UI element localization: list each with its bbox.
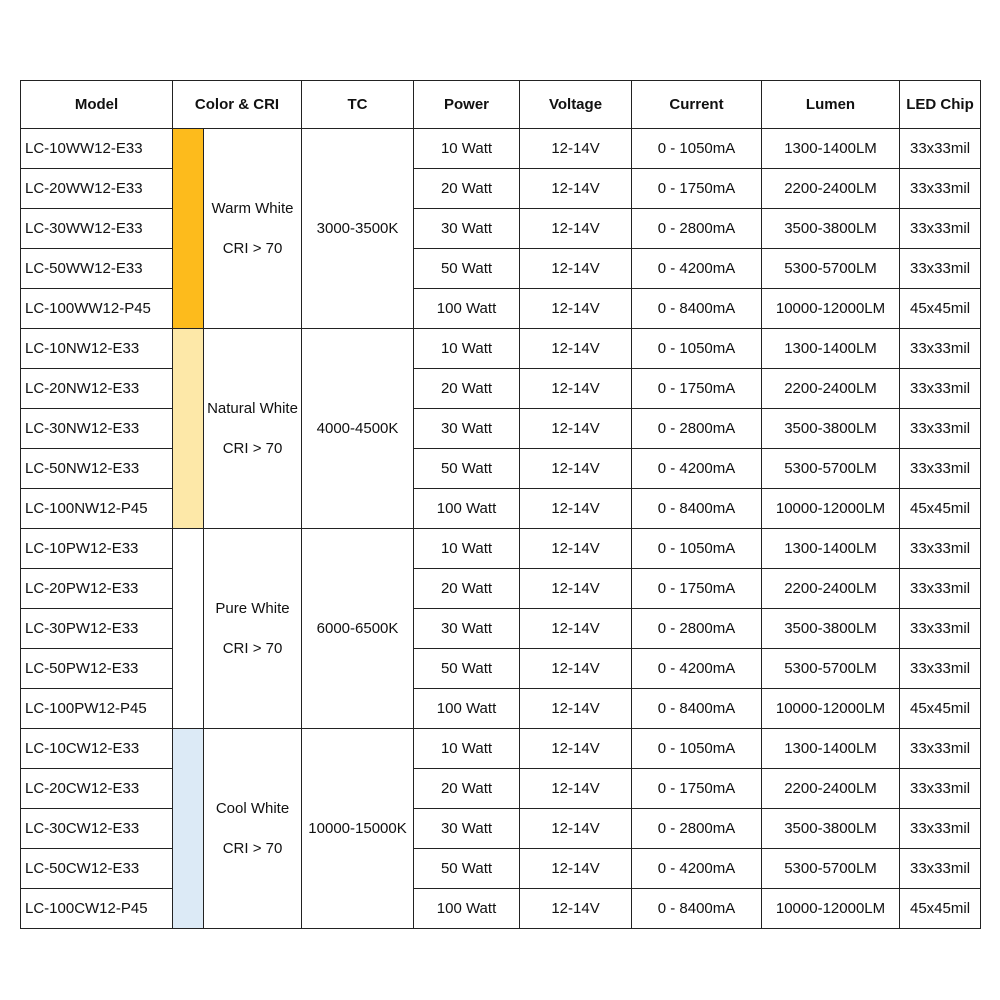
model-cell: LC-30PW12-E33 [21,609,173,649]
current-cell: 0 - 4200mA [632,449,762,489]
voltage-cell: 12-14V [520,289,632,329]
led-chip-cell: 33x33mil [900,249,981,289]
table-row [21,169,981,209]
led-chip-cell: 33x33mil [900,849,981,889]
model-cell: LC-20PW12-E33 [21,569,173,609]
power-cell: 50 Watt [414,249,520,289]
led-chip-cell: 33x33mil [900,449,981,489]
model-cell: LC-10CW12-E33 [21,729,173,769]
led-chip-cell: 45x45mil [900,489,981,529]
header-power: Power [414,81,520,129]
header-voltage: Voltage [520,81,632,129]
current-cell: 0 - 1050mA [632,129,762,169]
led-chip-cell: 33x33mil [900,129,981,169]
current-cell: 0 - 1750mA [632,569,762,609]
header-tc: TC [302,81,414,129]
power-cell: 20 Watt [414,569,520,609]
voltage-cell: 12-14V [520,849,632,889]
table-row [21,489,981,529]
current-cell: 0 - 1750mA [632,769,762,809]
header-current: Current [632,81,762,129]
power-cell: 30 Watt [414,409,520,449]
lumen-cell: 10000-12000LM [762,289,900,329]
voltage-cell: 12-14V [520,569,632,609]
current-cell: 0 - 4200mA [632,649,762,689]
model-cell: LC-30WW12-E33 [21,209,173,249]
power-cell: 10 Watt [414,329,520,369]
voltage-cell: 12-14V [520,889,632,929]
lumen-cell: 10000-12000LM [762,689,900,729]
model-cell: LC-10WW12-E33 [21,129,173,169]
table-row [21,569,981,609]
color-cri-cell [204,329,302,529]
current-cell: 0 - 1050mA [632,529,762,569]
lumen-cell: 2200-2400LM [762,169,900,209]
model-cell: LC-20NW12-E33 [21,369,173,409]
voltage-cell: 12-14V [520,169,632,209]
cri-value: CRI > 70 [222,439,283,457]
voltage-cell: 12-14V [520,409,632,449]
voltage-cell: 12-14V [520,769,632,809]
voltage-cell: 12-14V [520,369,632,409]
current-cell: 0 - 8400mA [632,689,762,729]
led-chip-cell: 33x33mil [900,569,981,609]
table-row [21,409,981,449]
power-cell: 30 Watt [414,209,520,249]
voltage-cell: 12-14V [520,649,632,689]
current-cell: 0 - 2800mA [632,809,762,849]
model-cell: LC-100WW12-P45 [21,289,173,329]
lumen-cell: 2200-2400LM [762,569,900,609]
voltage-cell: 12-14V [520,129,632,169]
header-lumen: Lumen [762,81,900,129]
power-cell: 100 Watt [414,889,520,929]
color-swatch [173,729,204,929]
current-cell: 0 - 2800mA [632,209,762,249]
lumen-cell: 3500-3800LM [762,809,900,849]
power-cell: 30 Watt [414,609,520,649]
voltage-cell: 12-14V [520,489,632,529]
power-cell: 10 Watt [414,129,520,169]
power-cell: 50 Watt [414,849,520,889]
current-cell: 0 - 1050mA [632,329,762,369]
lumen-cell: 1300-1400LM [762,129,900,169]
tc-cell: 4000-4500K [302,329,414,529]
cri-value: CRI > 70 [222,639,283,657]
voltage-cell: 12-14V [520,689,632,729]
led-chip-cell: 33x33mil [900,329,981,369]
led-chip-cell: 33x33mil [900,529,981,569]
table-row [21,369,981,409]
led-chip-cell: 33x33mil [900,649,981,689]
power-cell: 20 Watt [414,769,520,809]
voltage-cell: 12-14V [520,609,632,649]
lumen-cell: 2200-2400LM [762,369,900,409]
voltage-cell: 12-14V [520,729,632,769]
header-row [21,81,981,129]
table-row [21,529,981,569]
header-color-cri: Color & CRI [173,81,302,129]
current-cell: 0 - 2800mA [632,409,762,449]
tc-cell: 6000-6500K [302,529,414,729]
color-name: Warm White [211,199,294,217]
led-chip-cell: 33x33mil [900,769,981,809]
led-chip-cell: 45x45mil [900,889,981,929]
color-name: Cool White [215,799,290,817]
power-cell: 30 Watt [414,809,520,849]
header-model: Model [21,81,173,129]
table-row [21,449,981,489]
lumen-cell: 3500-3800LM [762,409,900,449]
table-row [21,689,981,729]
table-row [21,769,981,809]
lumen-cell: 3500-3800LM [762,609,900,649]
color-cri-cell [204,729,302,929]
color-swatch [173,529,204,729]
voltage-cell: 12-14V [520,809,632,849]
current-cell: 0 - 4200mA [632,249,762,289]
current-cell: 0 - 1050mA [632,729,762,769]
lumen-cell: 3500-3800LM [762,209,900,249]
lumen-cell: 1300-1400LM [762,329,900,369]
model-cell: LC-100PW12-P45 [21,689,173,729]
table-row [21,649,981,689]
header-led-chip: LED Chip [900,81,981,129]
power-cell: 50 Watt [414,649,520,689]
lumen-cell: 10000-12000LM [762,889,900,929]
table-row [21,249,981,289]
model-cell: LC-50NW12-E33 [21,449,173,489]
led-chip-cell: 45x45mil [900,289,981,329]
table-row [21,609,981,649]
led-chip-cell: 33x33mil [900,729,981,769]
led-chip-cell: 45x45mil [900,689,981,729]
model-cell: LC-20WW12-E33 [21,169,173,209]
table-row [21,849,981,889]
cri-value: CRI > 70 [222,839,283,857]
model-cell: LC-50WW12-E33 [21,249,173,289]
model-cell: LC-100CW12-P45 [21,889,173,929]
table-row [21,809,981,849]
voltage-cell: 12-14V [520,529,632,569]
power-cell: 100 Watt [414,689,520,729]
lumen-cell: 5300-5700LM [762,249,900,289]
power-cell: 100 Watt [414,289,520,329]
table-row [21,129,981,169]
table-row [21,329,981,369]
lumen-cell: 1300-1400LM [762,529,900,569]
model-cell: LC-10PW12-E33 [21,529,173,569]
lumen-cell: 10000-12000LM [762,489,900,529]
led-chip-cell: 33x33mil [900,169,981,209]
color-name: Pure White [215,599,290,617]
power-cell: 50 Watt [414,449,520,489]
tc-cell: 3000-3500K [302,129,414,329]
model-cell: LC-50CW12-E33 [21,849,173,889]
model-cell: LC-50PW12-E33 [21,649,173,689]
power-cell: 10 Watt [414,729,520,769]
cri-value: CRI > 70 [222,239,283,257]
model-cell: LC-30CW12-E33 [21,809,173,849]
color-cri-cell [204,129,302,329]
voltage-cell: 12-14V [520,209,632,249]
table-row [21,289,981,329]
current-cell: 0 - 1750mA [632,369,762,409]
led-chip-cell: 33x33mil [900,809,981,849]
color-cri-cell [204,529,302,729]
current-cell: 0 - 8400mA [632,289,762,329]
current-cell: 0 - 2800mA [632,609,762,649]
spec-body [21,129,981,929]
table-row [21,729,981,769]
led-chip-cell: 33x33mil [900,409,981,449]
voltage-cell: 12-14V [520,449,632,489]
current-cell: 0 - 1750mA [632,169,762,209]
power-cell: 20 Watt [414,369,520,409]
led-chip-cell: 33x33mil [900,369,981,409]
spec-table [20,80,981,929]
lumen-cell: 5300-5700LM [762,649,900,689]
model-cell: LC-10NW12-E33 [21,329,173,369]
model-cell: LC-20CW12-E33 [21,769,173,809]
table-row [21,209,981,249]
color-swatch [173,129,204,329]
power-cell: 100 Watt [414,489,520,529]
voltage-cell: 12-14V [520,249,632,289]
led-chip-cell: 33x33mil [900,609,981,649]
color-swatch [173,329,204,529]
power-cell: 20 Watt [414,169,520,209]
lumen-cell: 1300-1400LM [762,729,900,769]
lumen-cell: 5300-5700LM [762,849,900,889]
current-cell: 0 - 8400mA [632,489,762,529]
model-cell: LC-30NW12-E33 [21,409,173,449]
led-chip-cell: 33x33mil [900,209,981,249]
voltage-cell: 12-14V [520,329,632,369]
table-row [21,889,981,929]
current-cell: 0 - 8400mA [632,889,762,929]
model-cell: LC-100NW12-P45 [21,489,173,529]
lumen-cell: 2200-2400LM [762,769,900,809]
current-cell: 0 - 4200mA [632,849,762,889]
color-name: Natural White [207,399,298,417]
lumen-cell: 5300-5700LM [762,449,900,489]
power-cell: 10 Watt [414,529,520,569]
tc-cell: 10000-15000K [302,729,414,929]
